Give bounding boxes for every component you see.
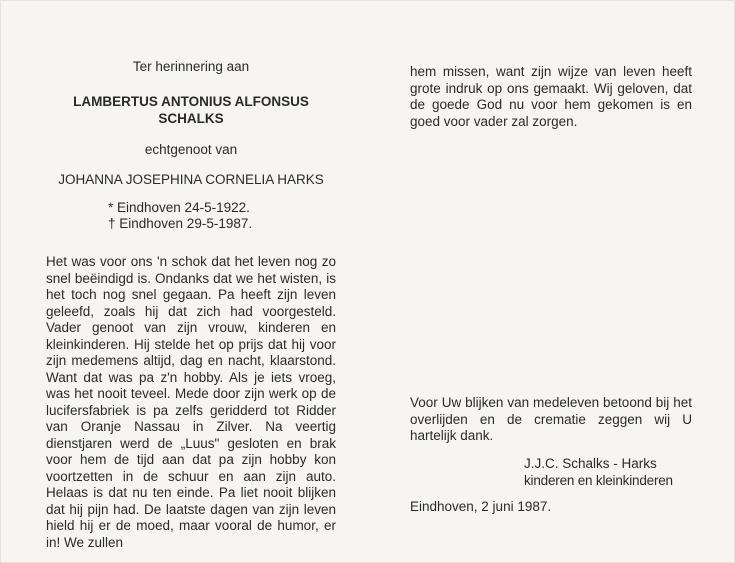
deceased-name-line2: SCHALKS: [158, 111, 224, 126]
spouse-name: JOHANNA JOSEPHINA CORNELIA HARKS: [58, 172, 324, 187]
death-date: † Eindhoven 29-5-1987.: [108, 216, 253, 231]
signature-family: J.J.C. Schalks - Harks: [524, 456, 657, 471]
life-dates: [46, 200, 336, 232]
intro-text: Ter herinnering aan: [132, 59, 250, 74]
thanks-text: Voor Uw blijken van medeleven betoond bij het overlijden en de crematie zeggen wij U hartelijk dank.: [410, 395, 692, 443]
birth-date: * Eindhoven 24-5-1922.: [108, 200, 250, 215]
signature-children: kinderen en kleinkinderen: [524, 473, 673, 488]
memorial-text: Het was voor ons 'n schok dat het leven nog zo snel beëindigd is. Ondanks dat we het wisten, is het toch nog snel gegaan. Pa heeft zijn leven geleefd, zoals hij dat zich had voorgesteld. Vader genoot van zijn vrouw, kinderen en kleinkinderen. Hij stelde het op prijs dat hij voor zijn medemens altijd, dag en nacht, klaarstond. Want dat was pa z'n hobby. Als je iets vroeg, was het nooit teveel. Mede door zijn werk op de lucifersfabriek is pa zelfs geridderd tot Ridder van Oranje Nassau in Zilver. Na veertig dienstjaren werd de „Luus" gesloten en brak voor hem de tijd aan dat pa zijn hobby kon voortzetten in de schuur en aan zijn auto. Helaas is dat nu ten einde. Pa liet nooit blijken dat hij pijn had. De laatste dagen van zijn leven hield hij er de moed, maar vooral de humor, er in! We zullen: [46, 254, 336, 550]
spouse-label: echtgenoot van: [144, 142, 238, 157]
deceased-name: [46, 93, 336, 127]
memorial-text-continued: hem missen, want zijn wijze van leven heeft grote indruk op ons gemaakt. Wij geloven, dat de goede God nu voor hem gekomen is en goed voor vader zal zorgen.: [410, 64, 692, 129]
signature: [524, 455, 673, 489]
deceased-name-line1: LAMBERTUS ANTONIUS ALFONSUS: [73, 94, 309, 109]
place-date: Eindhoven, 2 juni 1987.: [410, 499, 552, 514]
left-column: [46, 58, 336, 551]
right-column: [410, 64, 692, 130]
